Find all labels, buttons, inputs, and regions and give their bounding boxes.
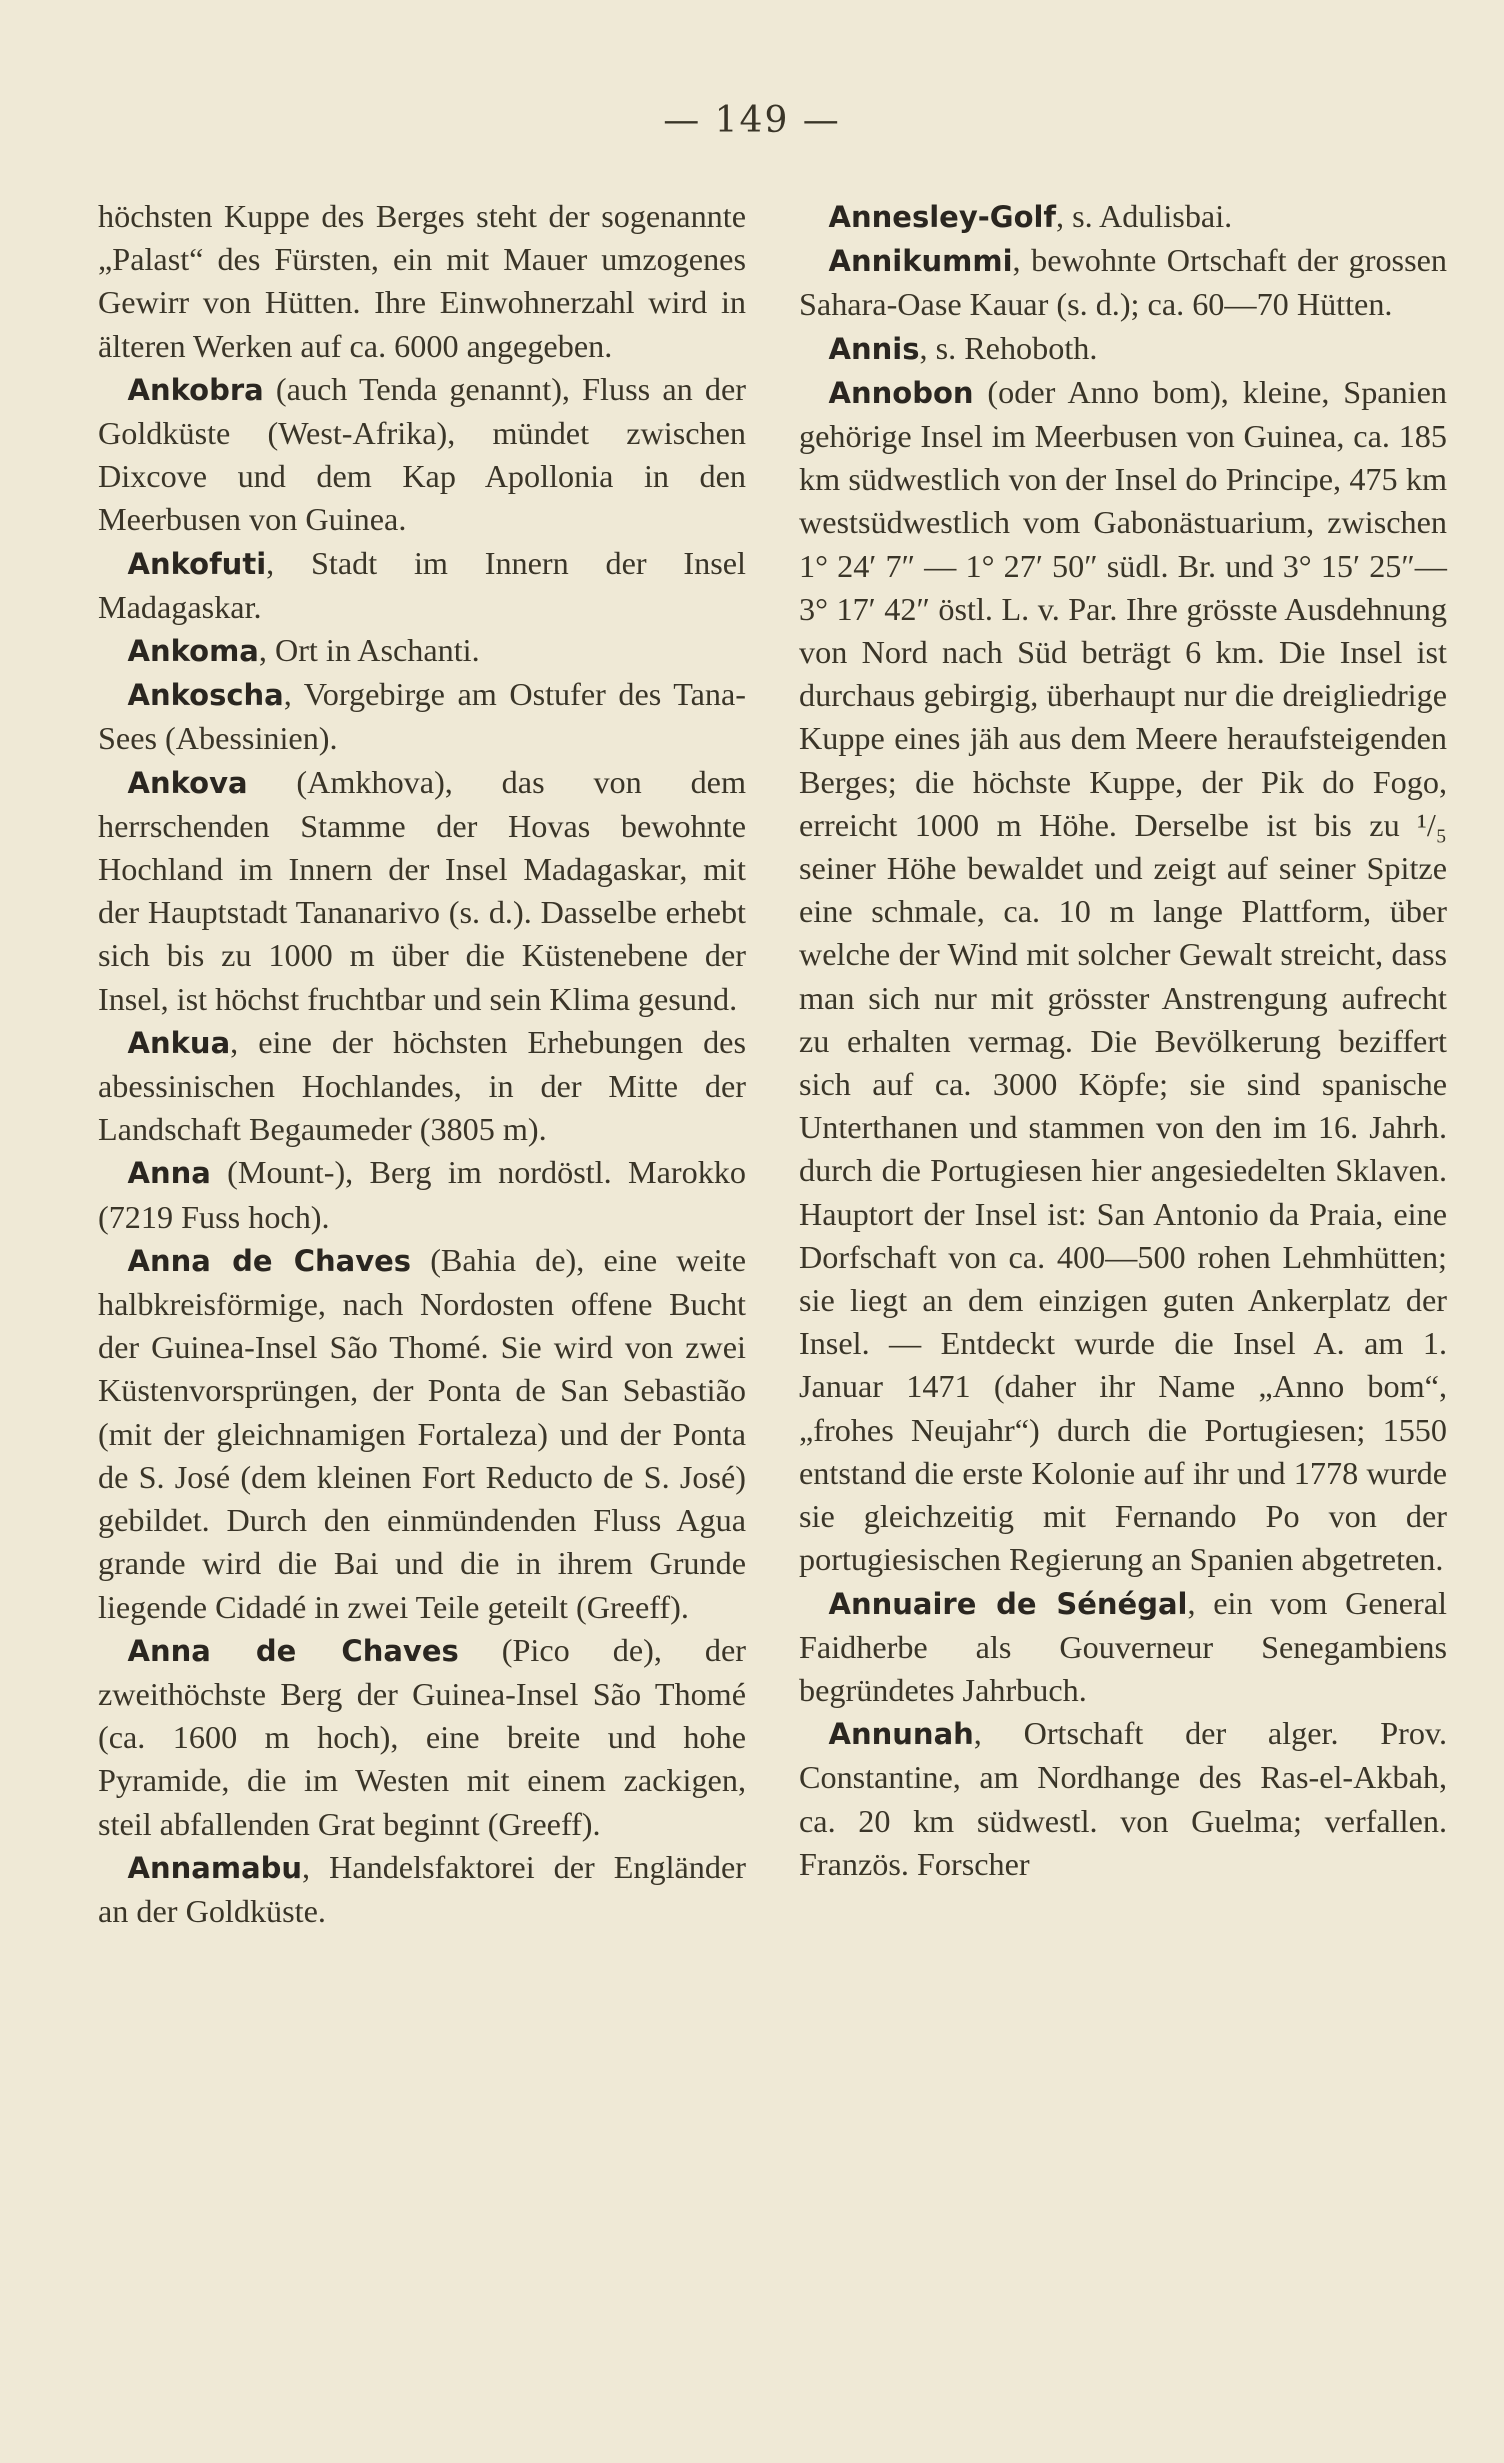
entry-text: , Handelsfaktorei der Engländer an der Goldküste. xyxy=(98,1848,746,1929)
entry-annobon xyxy=(799,371,1447,1582)
headword: Annesley-Golf xyxy=(828,200,1057,234)
entry-text: (Pico de), der zweithöchste Berg der Guinea-Insel São Thomé (ca. 1600 m hoch), eine breite und hohe Pyramide, die im Westen mit einem zackigen, steil abfallenden Grat beginnt (Greeff). xyxy=(98,1631,746,1842)
entry-text: , Ort in Aschanti. xyxy=(258,632,480,669)
entry-text: , s. Rehoboth. xyxy=(919,329,1098,366)
headword: Ankoma xyxy=(127,634,259,669)
entry-ankofuti xyxy=(98,542,746,629)
entry-text: (auch Tenda genannt), Fluss an der Goldküste (West-Afrika), mündet zwischen Dixcove und dem Kap Apollonia in den Meerbusen von Guinea. xyxy=(98,370,746,538)
headword: Anna de Chaves xyxy=(127,1633,459,1668)
entry-text: höchsten Kuppe des Berges steht der sogenannte „Palast“ des Fürsten, ein mit Mauer umzogenes Gewirr von Hütten. Ihre Einwohnerzahl wird in älteren Werken auf ca. 6000 angegeben. xyxy=(98,198,746,364)
headword: Anna xyxy=(127,1156,211,1191)
left-column xyxy=(98,195,746,1933)
entry-anna-de-chaves-pico xyxy=(98,1629,746,1846)
page-number: — 149 — xyxy=(663,100,841,141)
headword: Annuaire de Sénégal xyxy=(828,1586,1188,1621)
entry-annesley-golf xyxy=(799,195,1447,239)
entry-annamabu xyxy=(98,1846,746,1933)
headword: Annunah xyxy=(828,1717,974,1752)
entry-text: , eine der höchsten Erhebungen des abessinischen Hochlandes, in der Mitte der Landschaft Begaumeder (3805 m). xyxy=(98,1023,746,1148)
entry-annis xyxy=(799,327,1447,371)
entry-ankoma xyxy=(98,629,746,673)
headword: Annobon xyxy=(828,375,974,410)
entry-ankoscha xyxy=(98,673,746,760)
entry-text: , s. Adulisbai. xyxy=(1056,198,1233,234)
headword: Ankobra xyxy=(127,372,264,407)
entry-anna xyxy=(98,1151,746,1238)
entry-text: , ein vom General Faidherbe als Gouverneur Senegambiens begründetes Jahrbuch. xyxy=(799,1584,1448,1708)
headword: Annis xyxy=(828,331,920,366)
entry-ankova xyxy=(98,761,746,1021)
entry-ankua xyxy=(98,1021,746,1152)
entry-continuation xyxy=(98,195,746,368)
headword: Ankofuti xyxy=(127,546,267,581)
entry-text: (oder Anno bom), kleine, Spanien gehörige Insel im Meerbusen von Guinea, ca. 185 km südwestlich von der Insel do Principe, 475 km westsüdwestlich vom Gabonästuarium, zwischen 1° 24′ 7″ — 1° 27′ 50″ südl. Br. und 3° 15′ 25″—3° 17′ 42″ östl. L. v. Par. Ihre grösste Ausdehnung von Nord nach Süd beträgt 6 km. Die Insel ist durchaus gebirgig, überhaupt nur die dreigliedrige Kuppe eines jäh aus dem Meere heraufsteigenden Berges; die höchste Kuppe, der Pik do Fogo, erreicht 1000 m Höhe. Derselbe ist bis zu ¹/₅ seiner Höhe bewaldet und zeigt auf seiner Spitze eine schmale, ca. 10 m lange Plattform, über welche der Wind mit solcher Gewalt streicht, dass man sich nur mit grösster Anstrengung aufrecht zu erhalten vermag. Die Bevölkerung beziffert sich auf ca. 3000 Köpfe; sie sind spanische Unterthanen und stammen von den im 16. Jahrh. durch die Portugiesen hier angesiedelten Sklaven. Hauptort der Insel ist: San Antonio da Praia, eine Dorfschaft von ca. 400—500 rohen Lehmhütten; sie liegt an dem einzigen guten Ankerplatz der Insel. — Entdeckt wurde die Insel A. am 1. Januar 1471 (daher ihr Name „Anno bom“, „frohes Neujahr“) durch die Portugiesen; 1550 entstand die erste Kolonie auf ihr und 1778 wurde sie gleichzeitig mit Fernando Po von der portugiesischen Regierung an Spanien abgetreten. xyxy=(799,373,1447,1578)
entry-ankobra xyxy=(98,368,746,542)
headword: Annikummi xyxy=(828,244,1013,279)
entry-text: , bewohnte Ortschaft der grossen Sahara-Oase Kauar (s. d.); ca. 60—70 Hütten. xyxy=(799,242,1447,323)
entry-text: (Bahia de), eine weite halbkreisförmige, nach Nordosten offene Bucht der Guinea-Insel São Thomé. Sie wird von zwei Küstenvorsprüngen, der Ponta de San Sebastião (mit der gleichnamigen Fortaleza) und der Ponta de S. José (dem kleinen Fort Reducto de S. José) gebildet. Durch den einmündenden Fluss Agua grande wird die Bai und die in ihrem Grunde liegende Cidadé in zwei Teile geteilt (Greeff). xyxy=(98,1241,746,1625)
entry-annikummi xyxy=(799,239,1447,326)
headword: Ankova xyxy=(127,765,248,800)
entry-text: , Vorgebirge am Ostufer des Tana-Sees (Abessinien). xyxy=(98,676,746,757)
headword: Ankoscha xyxy=(127,678,284,713)
entry-text: , Stadt im Innern der Insel Madagaskar. xyxy=(98,544,746,625)
right-column xyxy=(799,195,1447,1886)
entry-text: (Amkhova), das von dem herrschenden Stamme der Hovas bewohnte Hochland im Innern der Insel Madagaskar, mit der Hauptstadt Tananarivo (s. d.). Dasselbe erhebt sich bis zu 1000 m über die Küstenebene der Insel, ist höchst fruchtbar und sein Klima gesund. xyxy=(98,763,746,1017)
entry-annunah xyxy=(799,1712,1447,1886)
headword: Ankua xyxy=(127,1025,231,1060)
headword: Annamabu xyxy=(127,1850,303,1885)
entry-annuaire-de-senegal xyxy=(799,1582,1447,1713)
entry-text: , Ortschaft der alger. Prov. Constantine, am Nordhange des Ras-el-Akbah, ca. 20 km südwestl. von Guelma; verfallen. Französ. Forscher xyxy=(799,1715,1447,1882)
entry-anna-de-chaves-bahia xyxy=(98,1239,746,1629)
entry-text: (Mount-), Berg im nordöstl. Marokko (7219 Fuss hoch). xyxy=(98,1154,746,1235)
headword: Anna de Chaves xyxy=(127,1243,412,1278)
